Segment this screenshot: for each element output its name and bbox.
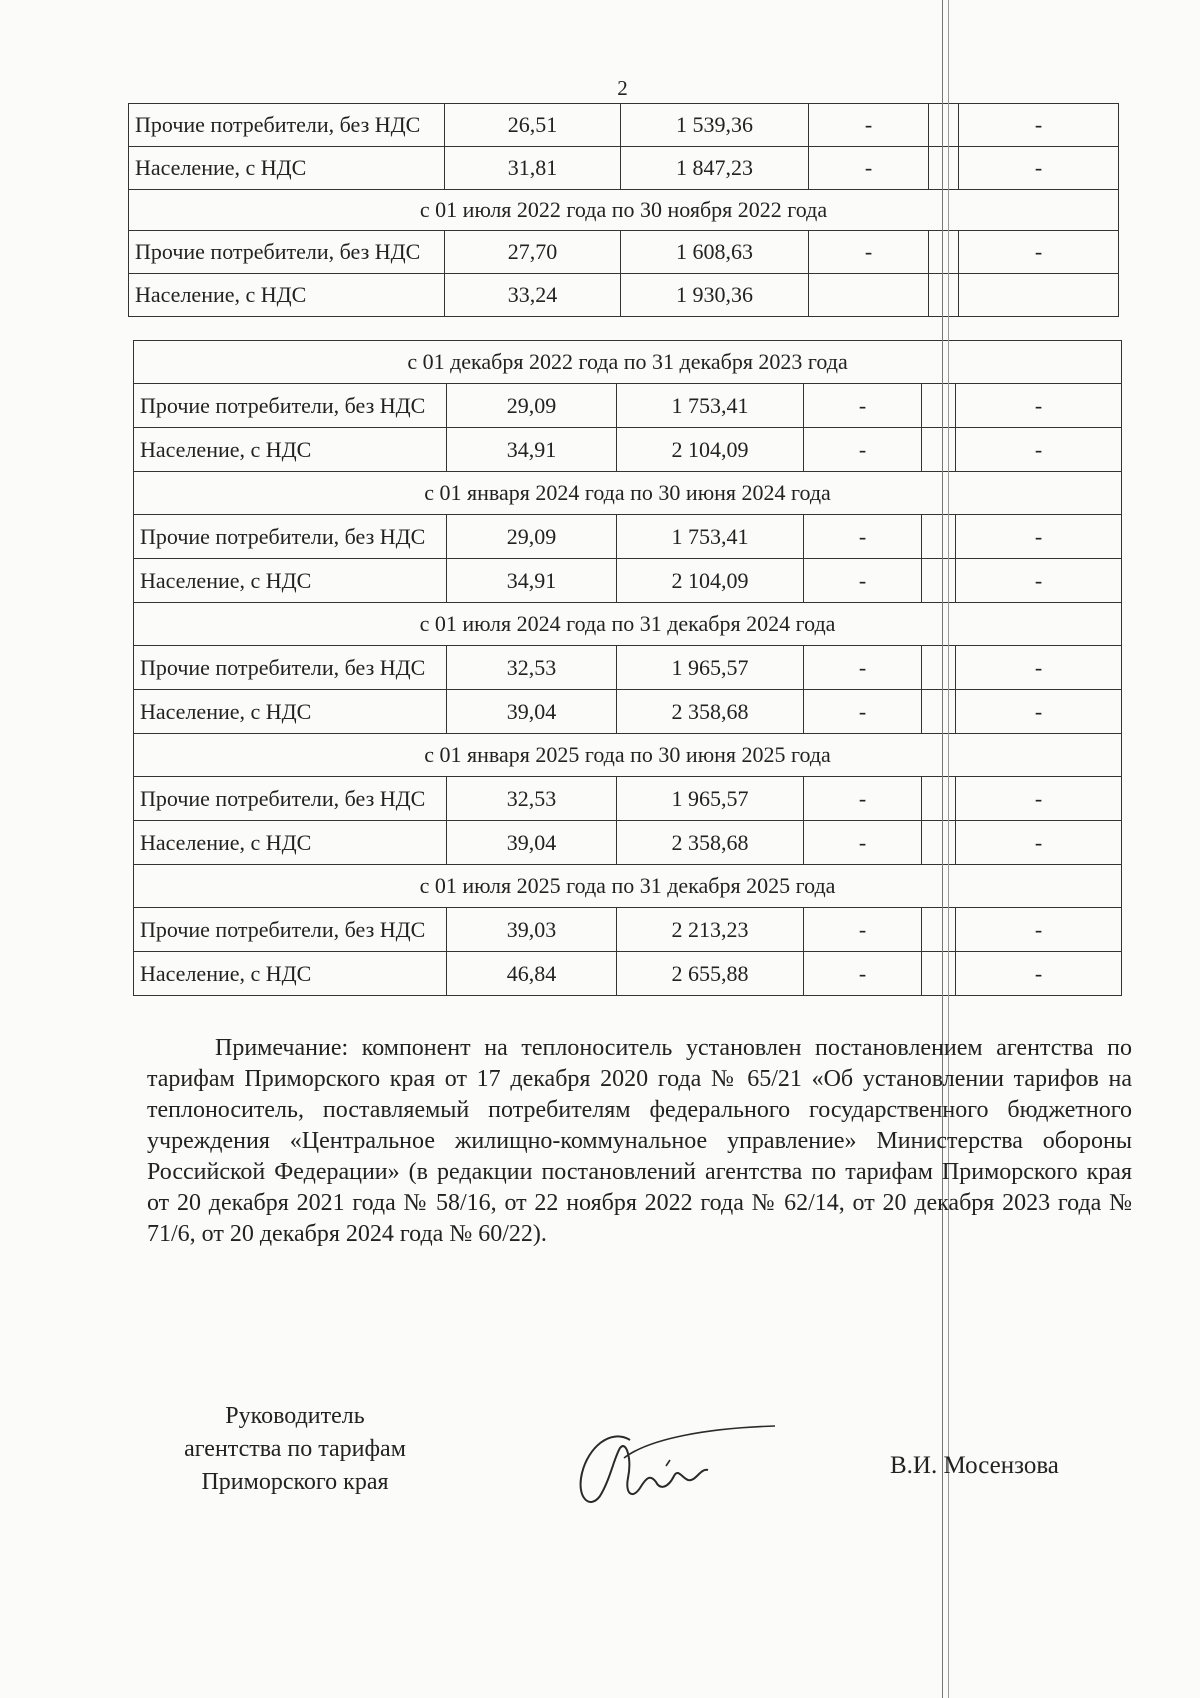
period-row xyxy=(134,603,1122,646)
tariff-value-3: - xyxy=(804,908,922,952)
table-row xyxy=(134,559,1122,603)
tariff-value-3: - xyxy=(809,104,929,147)
table-row xyxy=(134,908,1122,952)
tariff-value-5: - xyxy=(956,777,1122,821)
tariff-value-2: 1 930,36 xyxy=(621,274,809,317)
tariff-value-5: - xyxy=(959,231,1119,274)
tariff-value-4 xyxy=(922,690,956,734)
table-row xyxy=(134,690,1122,734)
tariff-value-2: 1 965,57 xyxy=(617,646,804,690)
tariff-table-top xyxy=(128,103,1119,317)
period-row xyxy=(134,341,1122,384)
tariff-value-3: - xyxy=(809,147,929,190)
tariff-value-5: - xyxy=(956,515,1122,559)
note-text: Примечание: компонент на теплоноситель установлен постановлением агентства по тарифам Приморского края от 17 декабря 2020 года № 65/21 «Об установлении тарифов на теплоноситель, поставляемый потребителям федерального государственного бюджетного учреждения «Центральное жилищно-коммунальное управление» Министерства обороны Российской Федерации» (в редакции постановлений агентства по тарифам Приморского края от 20 декабря 2021 года № 58/16, от 22 ноября 2022 года № 62/14, от 20 декабря 2023 года № 71/6, от 20 декабря 2024 года № 60/22). xyxy=(147,1035,1132,1247)
tariff-value-1: 33,24 xyxy=(445,274,621,317)
note-paragraph xyxy=(147,1033,1132,1250)
tariff-value-2: 2 358,68 xyxy=(617,690,804,734)
consumer-name: Прочие потребители, без НДС xyxy=(134,777,447,821)
tariff-value-2: 1 608,63 xyxy=(621,231,809,274)
tariff-value-2: 2 104,09 xyxy=(617,559,804,603)
consumer-name: Население, с НДС xyxy=(134,690,447,734)
tariff-value-4 xyxy=(922,908,956,952)
consumer-name: Прочие потребители, без НДС xyxy=(134,908,447,952)
tariff-value-1: 39,04 xyxy=(447,690,617,734)
table-row xyxy=(129,231,1119,274)
period-label: с 01 января 2024 года по 30 июня 2024 года xyxy=(134,472,1122,515)
tariff-value-2: 1 753,41 xyxy=(617,515,804,559)
signer-title-line: агентства по тарифам xyxy=(184,1436,406,1462)
tariff-value-2: 2 104,09 xyxy=(617,428,804,472)
table-row xyxy=(134,952,1122,996)
tariff-value-2: 1 539,36 xyxy=(621,104,809,147)
tariff-value-3: - xyxy=(804,384,922,428)
period-row xyxy=(134,734,1122,777)
consumer-name: Население, с НДС xyxy=(134,952,447,996)
period-label: с 01 июля 2024 года по 31 декабря 2024 года xyxy=(134,603,1122,646)
signer-title-line: Руководитель xyxy=(225,1403,365,1429)
tariff-value-2: 2 358,68 xyxy=(617,821,804,865)
period-label: с 01 июля 2022 года по 30 ноября 2022 года xyxy=(129,190,1119,231)
tariff-value-5: - xyxy=(956,690,1122,734)
period-label: с 01 декабря 2022 года по 31 декабря 2023 года xyxy=(134,341,1122,384)
handwritten-signature xyxy=(570,1418,785,1518)
signer-title xyxy=(150,1400,440,1499)
tariff-value-1: 39,04 xyxy=(447,821,617,865)
tariff-value-1: 34,91 xyxy=(447,559,617,603)
consumer-name: Население, с НДС xyxy=(134,559,447,603)
tariff-value-5 xyxy=(959,274,1119,317)
tariff-value-5: - xyxy=(956,646,1122,690)
tariff-value-3 xyxy=(809,274,929,317)
tariff-value-4 xyxy=(929,274,959,317)
tariff-value-4 xyxy=(922,952,956,996)
period-label: с 01 января 2025 года по 30 июня 2025 года xyxy=(134,734,1122,777)
tariff-value-4 xyxy=(922,559,956,603)
page-number: 2 xyxy=(617,76,628,100)
tariff-value-5: - xyxy=(956,384,1122,428)
consumer-name: Население, с НДС xyxy=(134,821,447,865)
consumer-name: Прочие потребители, без НДС xyxy=(134,646,447,690)
tariff-value-5: - xyxy=(956,952,1122,996)
table-row xyxy=(134,515,1122,559)
tariff-value-5: - xyxy=(956,821,1122,865)
consumer-name: Прочие потребители, без НДС xyxy=(134,384,447,428)
tariff-value-4 xyxy=(922,646,956,690)
consumer-name: Население, с НДС xyxy=(134,428,447,472)
table-row xyxy=(134,777,1122,821)
tariff-value-1: 27,70 xyxy=(445,231,621,274)
consumer-name: Прочие потребители, без НДС xyxy=(129,104,445,147)
table-row xyxy=(129,274,1119,317)
tariff-value-3: - xyxy=(809,231,929,274)
signer-name: В.И. Мосензова xyxy=(890,1452,1059,1479)
tariff-value-1: 29,09 xyxy=(447,515,617,559)
period-label: с 01 июля 2025 года по 31 декабря 2025 года xyxy=(134,865,1122,908)
consumer-name: Прочие потребители, без НДС xyxy=(129,231,445,274)
table-row xyxy=(134,821,1122,865)
tariff-value-3: - xyxy=(804,821,922,865)
tariff-value-3: - xyxy=(804,952,922,996)
tariff-value-3: - xyxy=(804,646,922,690)
period-row xyxy=(134,472,1122,515)
tariff-value-3: - xyxy=(804,777,922,821)
scan-artifact-line xyxy=(948,0,949,1698)
period-row xyxy=(129,190,1119,231)
table-row xyxy=(129,104,1119,147)
tariff-value-4 xyxy=(922,384,956,428)
tariff-value-2: 1 847,23 xyxy=(621,147,809,190)
tariff-value-2: 1 753,41 xyxy=(617,384,804,428)
consumer-name: Население, с НДС xyxy=(129,147,445,190)
table-row xyxy=(129,147,1119,190)
tariff-value-2: 2 213,23 xyxy=(617,908,804,952)
tariff-value-3: - xyxy=(804,690,922,734)
scan-artifact-line xyxy=(942,0,943,1698)
table-row xyxy=(134,428,1122,472)
tariff-value-1: 46,84 xyxy=(447,952,617,996)
tariff-value-5: - xyxy=(956,908,1122,952)
tariff-value-4 xyxy=(929,104,959,147)
signer-title-line: Приморского края xyxy=(201,1469,389,1495)
tariff-value-4 xyxy=(929,147,959,190)
tariff-value-1: 31,81 xyxy=(445,147,621,190)
tariff-value-3: - xyxy=(804,559,922,603)
tariff-value-2: 1 965,57 xyxy=(617,777,804,821)
tariff-value-4 xyxy=(929,231,959,274)
tariff-value-2: 2 655,88 xyxy=(617,952,804,996)
consumer-name: Прочие потребители, без НДС xyxy=(134,515,447,559)
tariff-value-3: - xyxy=(804,428,922,472)
tariff-value-5: - xyxy=(959,104,1119,147)
tariff-value-1: 29,09 xyxy=(447,384,617,428)
tariff-value-4 xyxy=(922,428,956,472)
tariff-table-bottom xyxy=(133,340,1122,996)
tariff-value-1: 39,03 xyxy=(447,908,617,952)
table-row xyxy=(134,384,1122,428)
tariff-value-1: 26,51 xyxy=(445,104,621,147)
tariff-value-1: 32,53 xyxy=(447,646,617,690)
tariff-value-5: - xyxy=(956,559,1122,603)
tariff-value-3: - xyxy=(804,515,922,559)
period-row xyxy=(134,865,1122,908)
tariff-value-5: - xyxy=(959,147,1119,190)
tariff-value-5: - xyxy=(956,428,1122,472)
tariff-value-4 xyxy=(922,777,956,821)
tariff-value-4 xyxy=(922,821,956,865)
tariff-value-4 xyxy=(922,515,956,559)
table-row xyxy=(134,646,1122,690)
tariff-value-1: 32,53 xyxy=(447,777,617,821)
consumer-name: Население, с НДС xyxy=(129,274,445,317)
tariff-value-1: 34,91 xyxy=(447,428,617,472)
